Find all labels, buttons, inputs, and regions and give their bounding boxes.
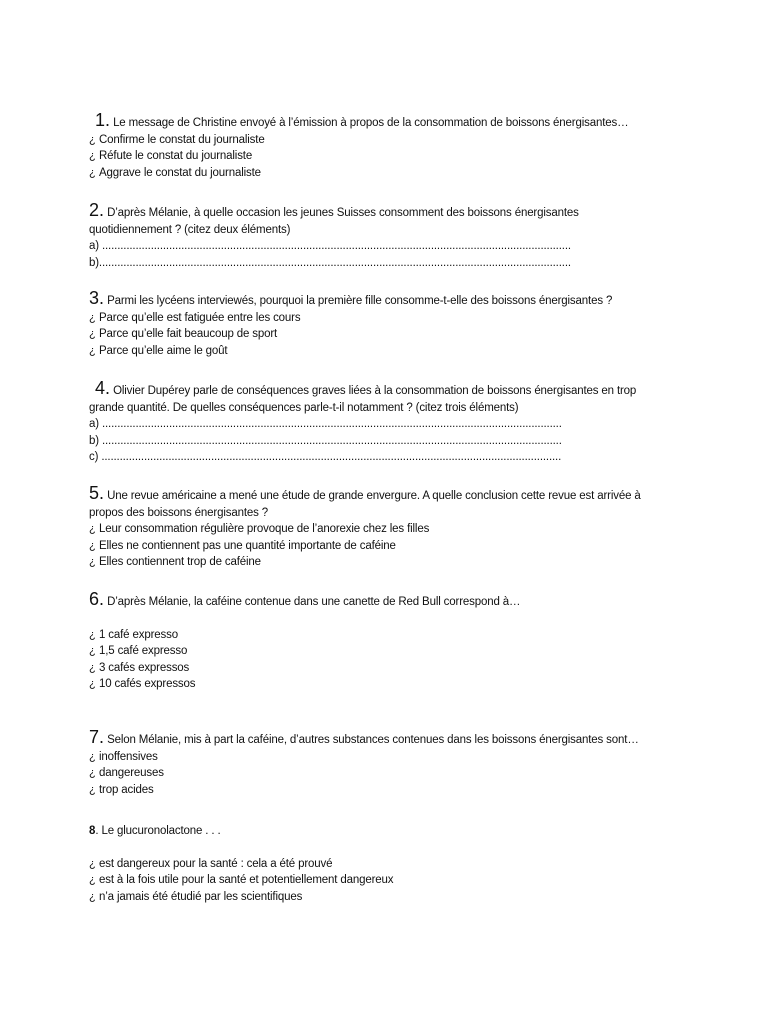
spacer	[89, 840, 689, 856]
answer-option[interactable]	[89, 343, 689, 360]
checkbox-icon[interactable]: ¿	[89, 678, 96, 691]
question-1-prompt	[89, 112, 689, 132]
question-number: 5.	[89, 483, 105, 503]
answer-blank[interactable]: a) .......................................................................................................................................................	[89, 418, 562, 431]
question-text: D’après Mélanie, à quelle occasion les jeunes Suisses consomment des boissons énergisantes	[107, 207, 579, 219]
answer-option[interactable]	[89, 643, 689, 660]
question-number: 3.	[89, 288, 105, 308]
checkbox-icon[interactable]: ¿	[89, 311, 96, 324]
spacer	[89, 611, 689, 627]
question-1	[89, 112, 689, 181]
answer-blank[interactable]: c) .......................................................................................................................................................	[89, 451, 562, 464]
answer-option[interactable]	[89, 782, 689, 799]
option-text: est dangereux pour la santé : cela a été prouvé	[99, 857, 333, 870]
checkbox-icon[interactable]: ¿	[89, 750, 96, 763]
answer-option[interactable]	[89, 889, 689, 906]
checkbox-icon[interactable]: ¿	[89, 874, 96, 887]
question-2-prompt	[89, 202, 689, 222]
option-text: 3 cafés expressos	[99, 661, 190, 674]
answer-option[interactable]	[89, 148, 689, 165]
question-text-continued: grande quantité. De quelles conséquences parle-t-il notamment ? (citez trois éléments)	[89, 401, 519, 414]
answer-option[interactable]	[89, 132, 689, 149]
question-6	[89, 591, 689, 693]
question-7	[89, 729, 689, 798]
question-4	[89, 380, 689, 466]
option-text: Aggrave le constat du journaliste	[99, 166, 261, 179]
answer-option[interactable]	[89, 856, 689, 873]
answer-option[interactable]	[89, 310, 689, 327]
question-4-prompt	[89, 380, 689, 400]
answer-option[interactable]	[89, 749, 689, 766]
checkbox-icon[interactable]: ¿	[89, 150, 96, 163]
question-text: Le message de Christine envoyé à l’émission à propos de la consommation de boissons énergisantes…	[113, 117, 629, 129]
question-7-prompt	[89, 729, 689, 749]
checkbox-icon[interactable]: ¿	[89, 767, 96, 780]
question-3	[89, 290, 689, 359]
option-text: Parce qu’elle fait beaucoup de sport	[99, 328, 278, 341]
question-6-prompt	[89, 591, 689, 611]
option-text: n’a jamais été étudié par les scientifiques	[99, 890, 303, 903]
checkbox-icon[interactable]: ¿	[89, 890, 96, 903]
option-text: inoffensives	[99, 750, 158, 763]
question-text: Olivier Dupérey parle de conséquences graves liées à la consommation de boissons énergisantes en trop	[113, 385, 637, 397]
question-8-prompt	[89, 823, 689, 840]
question-text: Une revue américaine a mené une étude de grande envergure. A quelle conclusion cette revue est arrivée à	[107, 490, 641, 502]
option-text: 1,5 café expresso	[99, 645, 188, 658]
option-text: est à la fois utile pour la santé et potentiellement dangereux	[99, 874, 394, 887]
option-text: Elles contiennent trop de caféine	[99, 556, 261, 569]
option-text: 1 café expresso	[99, 628, 178, 641]
checkbox-icon[interactable]: ¿	[89, 857, 96, 870]
question-5-prompt	[89, 485, 689, 505]
question-3-prompt	[89, 290, 689, 310]
question-2	[89, 202, 689, 271]
question-text: D’après Mélanie, la caféine contenue dans une canette de Red Bull correspond à…	[107, 596, 521, 608]
answer-option[interactable]	[89, 326, 689, 343]
option-text: Parce qu’elle est fatiguée entre les cours	[99, 311, 301, 324]
question-text: Parmi les lycéens interviewés, pourquoi la première fille consomme-t-elle des boissons énergisantes ?	[107, 295, 613, 307]
checkbox-icon[interactable]: ¿	[89, 166, 96, 179]
answer-option[interactable]	[89, 765, 689, 782]
answer-option[interactable]	[89, 554, 689, 571]
checkbox-icon[interactable]: ¿	[89, 645, 96, 658]
question-number: 8	[89, 825, 96, 837]
question-8	[89, 823, 689, 905]
answer-option[interactable]	[89, 627, 689, 644]
answer-option[interactable]	[89, 660, 689, 677]
question-number: 7.	[89, 727, 105, 747]
checkbox-icon[interactable]: ¿	[89, 628, 96, 641]
answer-blank[interactable]: a) ..........................................................................................................................................................	[89, 240, 571, 253]
question-5	[89, 485, 689, 571]
answer-option[interactable]	[89, 872, 689, 889]
option-text: Confirme le constat du journaliste	[99, 133, 265, 146]
checkbox-icon[interactable]: ¿	[89, 344, 96, 357]
option-text: Réfute le constat du journaliste	[99, 150, 253, 163]
checkbox-icon[interactable]: ¿	[89, 523, 96, 536]
question-text-continued: quotidiennement ? (citez deux éléments)	[89, 223, 291, 236]
option-text: trop acides	[99, 783, 154, 796]
answer-option[interactable]	[89, 165, 689, 182]
question-text: . Le glucuronolactone . . .	[95, 825, 221, 837]
checkbox-icon[interactable]: ¿	[89, 783, 96, 796]
question-number: 4.	[95, 378, 111, 398]
option-text: dangereuses	[99, 767, 164, 780]
checkbox-icon[interactable]: ¿	[89, 133, 96, 146]
option-text: Parce qu’elle aime le goût	[99, 344, 228, 357]
answer-option[interactable]	[89, 521, 689, 538]
question-text-continued: propos des boissons énergisantes ?	[89, 506, 269, 519]
checkbox-icon[interactable]: ¿	[89, 539, 96, 552]
checkbox-icon[interactable]: ¿	[89, 661, 96, 674]
option-text: Leur consommation régulière provoque de l’anorexie chez les filles	[99, 523, 430, 536]
answer-option[interactable]	[89, 676, 689, 693]
answer-blank[interactable]: b)...........................................................................................................................................................	[89, 256, 571, 269]
question-number: 1.	[95, 110, 111, 130]
question-number: 2.	[89, 200, 105, 220]
checkbox-icon[interactable]: ¿	[89, 556, 96, 569]
option-text: Elles ne contiennent pas une quantité importante de caféine	[99, 539, 396, 552]
question-text: Selon Mélanie, mis à part la caféine, d’autres substances contenues dans les boissons énergisantes sont…	[107, 734, 639, 746]
answer-option[interactable]	[89, 538, 689, 555]
checkbox-icon[interactable]: ¿	[89, 328, 96, 341]
option-text: 10 cafés expressos	[99, 678, 196, 691]
answer-blank[interactable]: b) .......................................................................................................................................................	[89, 434, 562, 447]
question-number: 6.	[89, 589, 105, 609]
